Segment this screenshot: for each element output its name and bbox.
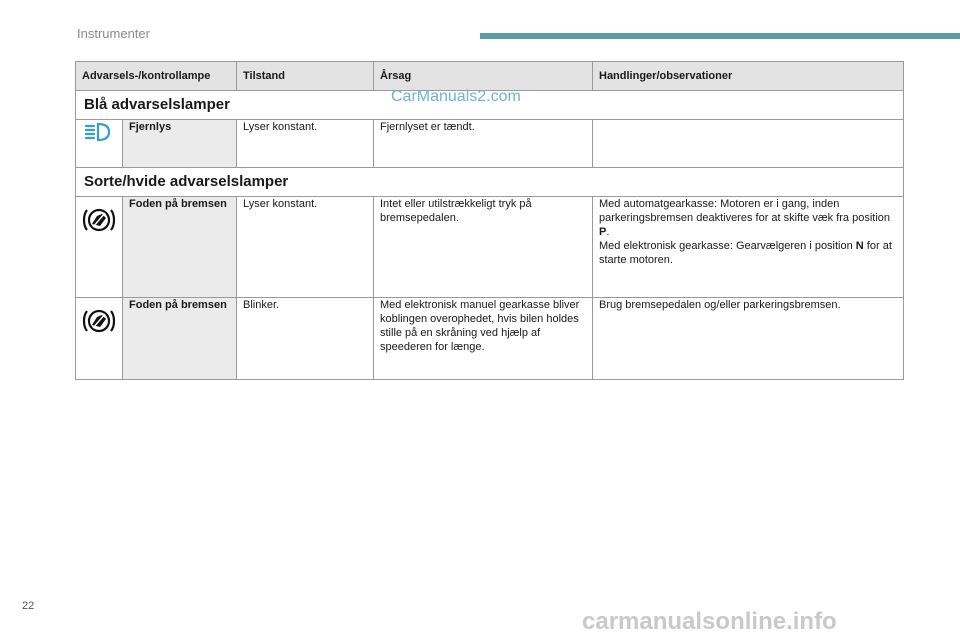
table-header-row xyxy=(76,62,904,91)
gear-position-p: P xyxy=(599,226,607,238)
foot-on-brake-icon xyxy=(82,306,116,340)
table-row xyxy=(76,120,904,168)
lamp-cause: Med elektronisk manuel gearkasse bliver koblingen overophedet, hvis bilen holdes stille på en skråning ved hjælp af speederen for længe. xyxy=(374,298,593,380)
lamp-name: Foden på bremsen xyxy=(123,298,237,380)
lamp-name: Foden på bremsen xyxy=(123,197,237,298)
foot-on-brake-icon xyxy=(82,205,116,239)
lamp-cause: Intet eller utilstrækkeligt tryk på bremsepedalen. xyxy=(374,197,593,298)
lamp-state: Lyser konstant. xyxy=(237,197,374,298)
section-row xyxy=(76,168,904,197)
section-title-blue: Blå advarselslamper xyxy=(76,91,904,120)
column-header-lamp: Advarsels-/kontrollampe xyxy=(76,62,237,91)
lamp-action: Brug bremsepedalen og/eller parkeringsbremsen. xyxy=(593,298,904,380)
header-accent-bar xyxy=(480,33,960,39)
page-number: 22 xyxy=(22,600,35,612)
column-header-cause: Årsag xyxy=(374,62,593,91)
action-text: for at starte motoren. xyxy=(599,240,892,266)
section-title-black-white: Sorte/hvide advarselslamper xyxy=(76,168,904,197)
column-header-state: Tilstand xyxy=(237,62,374,91)
page-header-title: Instrumenter xyxy=(77,26,150,41)
watermark-link[interactable]: CarManuals2.com xyxy=(391,88,521,105)
table-row xyxy=(76,197,904,298)
lamp-icon-cell xyxy=(76,298,123,380)
lamp-icon-cell xyxy=(76,197,123,298)
action-text: Med automatgearkasse: Motoren er i gang, inden parkeringsbremsen deaktiveres for at skifte væk fra position xyxy=(599,198,891,224)
lamp-name: Fjernlys xyxy=(123,120,237,168)
lamp-cause: Fjernlyset er tændt. xyxy=(374,120,593,168)
gear-position-n: N xyxy=(855,240,864,252)
high-beam-icon xyxy=(82,135,112,147)
lamp-icon-cell xyxy=(76,120,123,168)
lamp-action xyxy=(593,197,904,298)
column-header-actions: Handlinger/observationer xyxy=(593,62,904,91)
footer-watermark: carmanualsonline.info xyxy=(582,608,837,635)
lamp-action xyxy=(593,120,904,168)
table-row xyxy=(76,298,904,380)
lamp-state: Blinker. xyxy=(237,298,374,380)
lamp-state: Lyser konstant. xyxy=(237,120,374,168)
action-text: Med elektronisk gearkasse: Gearvælgeren i position xyxy=(599,240,856,252)
action-text: . xyxy=(606,226,610,238)
warning-lamps-table xyxy=(75,61,904,380)
